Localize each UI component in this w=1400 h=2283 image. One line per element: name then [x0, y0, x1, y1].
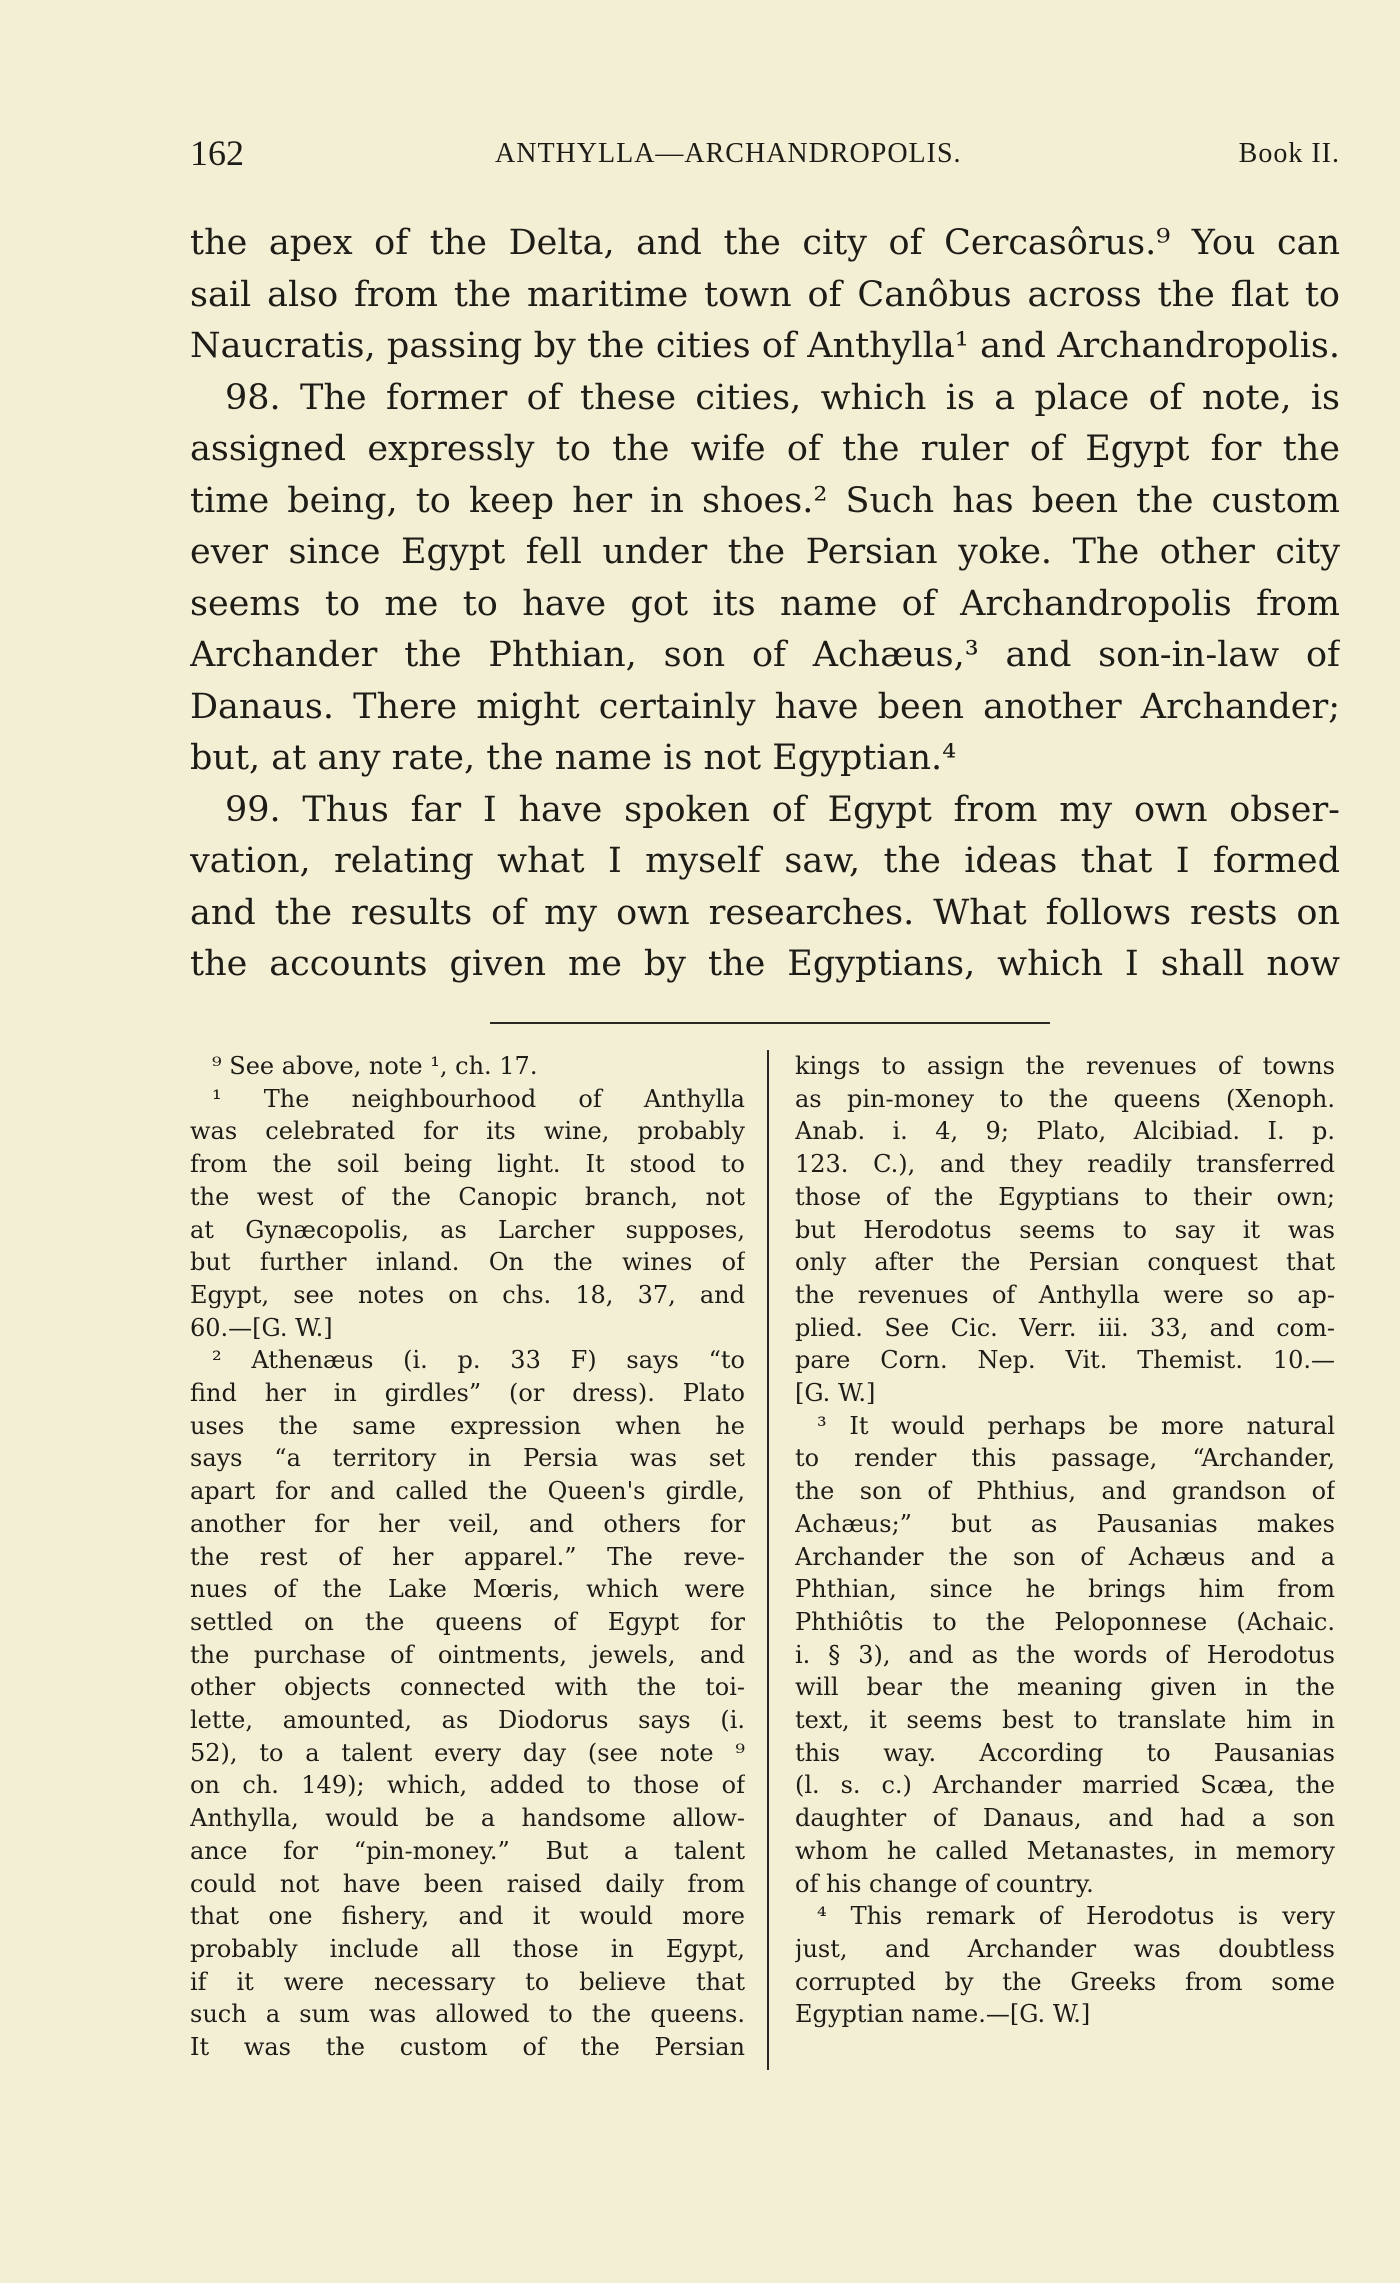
footnote-line: will bear the meaning given in the — [795, 1673, 1335, 1702]
footnote-line: plied. See Cic. Verr. iii. 33, and com- — [795, 1313, 1335, 1342]
footnote-line: other objects connected with the toi- — [190, 1673, 745, 1702]
footnote-line: such a sum was allowed to the queens. — [190, 2000, 745, 2029]
footnote-line: as pin-money to the queens (Xenoph. — [795, 1084, 1335, 1113]
text-line: the apex of the Delta, and the city of Cercasôrus.⁹ You can — [190, 223, 1340, 263]
footnote-line: Anab. i. 4, 9; Plato, Alcibiad. I. p. — [795, 1117, 1335, 1146]
footnote-line: of his change of country. — [795, 1869, 1094, 1898]
footnotes-right-column — [795, 1050, 1335, 2031]
footnote-line: whom he called Metanastes, in memory — [795, 1836, 1335, 1865]
footnote-line: Phthiôtis to the Peloponnese (Achaic. — [795, 1607, 1335, 1636]
footnote-line: 60.—[G. W.] — [190, 1313, 333, 1342]
footnote-line: ² Athenæus (i. p. 33 F) says “to — [212, 1346, 745, 1375]
footnote-line: ⁴ This remark of Herodotus is very — [817, 1902, 1335, 1931]
text-line: Naucratis, passing by the cities of Anthylla¹ and Archandropolis. — [190, 326, 1340, 366]
footnote-line: another for her veil, and others for — [190, 1509, 745, 1538]
text-line: Archander the Phthian, son of Achæus,³ and son-in-law of — [190, 635, 1340, 675]
footnote-line: Egyptian name.—[G. W.] — [795, 2000, 1091, 2029]
footnote-line: uses the same expression when he — [190, 1411, 745, 1440]
footnote-line: find her in girdles” (or dress). Plato — [190, 1379, 745, 1408]
footnote-line: on ch. 149); which, added to those of — [190, 1771, 745, 1800]
page-header — [190, 132, 1340, 192]
footnote-line: corrupted by the Greeks from some — [795, 1967, 1335, 1996]
footnote-line: 52), to a talent every day (see note ⁹ — [190, 1738, 745, 1767]
footnote-line: 123. C.), and they readily transferred — [795, 1150, 1335, 1179]
footnote-line: but further inland. On the wines of — [190, 1248, 745, 1277]
footnote-line: this way. According to Pausanias — [795, 1738, 1335, 1767]
text-line: time being, to keep her in shoes.² Such has been the custom — [190, 480, 1340, 521]
column-divider — [767, 1050, 769, 2070]
text-line: sail also from the maritime town of Canôbus across the flat to — [190, 274, 1340, 315]
footnote-line: Achæus;” but as Pausanias makes — [795, 1509, 1335, 1538]
text-line: 98. The former of these cities, which is a place of note, is — [225, 377, 1340, 418]
footnote-line: the rest of her apparel.” The reve- — [190, 1542, 745, 1571]
text-line: vation, relating what I myself saw, the ideas that I formed — [190, 841, 1340, 881]
footnote-line: apart for and called the Queen's girdle, — [190, 1477, 745, 1506]
footnote-line: if it were necessary to believe that — [190, 1967, 745, 1996]
text-line: seems to me to have got its name of Archandropolis from — [190, 583, 1340, 624]
footnote-line: [G. W.] — [795, 1379, 876, 1408]
footnote-line: text, it seems best to translate him in — [795, 1706, 1335, 1735]
footnote-line: those of the Egyptians to their own; — [795, 1182, 1335, 1211]
footnote-line: was celebrated for its wine, probably — [190, 1117, 745, 1146]
footnote-line: lette, amounted, as Diodorus says (i. — [190, 1706, 745, 1735]
footnote-line: Archander the son of Achæus and a — [795, 1542, 1335, 1571]
running-title: ANTHYLLA—ARCHANDROPOLIS. — [495, 138, 962, 169]
footnote-line: (l. s. c.) Archander married Scæa, the — [795, 1771, 1335, 1800]
text-line: and the results of my own researches. What follows rests on — [190, 892, 1340, 933]
footnote-line: daughter of Danaus, and had a son — [795, 1804, 1335, 1833]
footnote-line: settled on the queens of Egypt for — [190, 1607, 745, 1636]
footnote-line: pare Corn. Nep. Vit. Themist. 10.— — [795, 1346, 1335, 1375]
footnote-line: only after the Persian conquest that — [795, 1248, 1335, 1277]
footnote-line: Phthian, since he brings him from — [795, 1575, 1335, 1604]
footnote-line: kings to assign the revenues of towns — [795, 1052, 1335, 1080]
footnote-line: says “a territory in Persia was set — [190, 1444, 745, 1473]
page-number: 162 — [190, 133, 244, 173]
text-line: but, at any rate, the name is not Egyptian.⁴ — [190, 738, 957, 778]
footnote-line: the revenues of Anthylla were so ap- — [795, 1280, 1335, 1309]
footnote-line: Egypt, see notes on chs. 18, 37, and — [190, 1280, 745, 1309]
footnote-line: the west of the Canopic branch, not — [190, 1182, 745, 1211]
text-line: ever since Egypt fell under the Persian yoke. The other city — [190, 532, 1340, 572]
footnote-line: Anthylla, would be a handsome allow- — [190, 1804, 745, 1833]
text-line: 99. Thus far I have spoken of Egypt from my own obser- — [225, 789, 1340, 830]
footnote-line: ¹ The neighbourhood of Anthylla — [212, 1084, 745, 1113]
footnote-line: It was the custom of the Persian — [190, 2033, 745, 2062]
footnote-line: from the soil being light. It stood to — [190, 1150, 745, 1179]
footnote-line: at Gynæcopolis, as Larcher supposes, — [190, 1215, 745, 1244]
footnote-line: the purchase of ointments, jewels, and — [190, 1640, 745, 1669]
footnote-line: ³ It would perhaps be more natural — [817, 1411, 1335, 1440]
main-text — [190, 218, 1340, 991]
text-line: the accounts given me by the Egyptians, which I shall now — [190, 944, 1340, 984]
footnote-line: i. § 3), and as the words of Herodotus — [795, 1640, 1335, 1669]
footnote-line: the son of Phthius, and grandson of — [795, 1477, 1335, 1506]
book-label: Book II. — [1238, 138, 1340, 169]
footnote-line: probably include all those in Egypt, — [190, 1934, 745, 1963]
footnote-line: could not have been raised daily from — [190, 1869, 745, 1898]
footnote-line: nues of the Lake Mœris, which were — [190, 1575, 745, 1604]
footnotes-left-column — [190, 1050, 745, 2064]
footnote-line: to render this passage, “Archander, — [795, 1444, 1335, 1473]
footnote-line: but Herodotus seems to say it was — [795, 1215, 1335, 1244]
footnote-line: that one fishery, and it would more — [190, 1902, 745, 1931]
footnote-line: just, and Archander was doubtless — [795, 1934, 1335, 1963]
text-line: Danaus. There might certainly have been another Archander; — [190, 686, 1340, 727]
footnote-rule — [490, 1022, 1050, 1024]
text-line: assigned expressly to the wife of the ruler of Egypt for the — [190, 429, 1340, 469]
footnote-line: ance for “pin-money.” But a talent — [190, 1836, 745, 1865]
footnote-line: ⁹ See above, note ¹, ch. 17. — [212, 1052, 538, 1080]
